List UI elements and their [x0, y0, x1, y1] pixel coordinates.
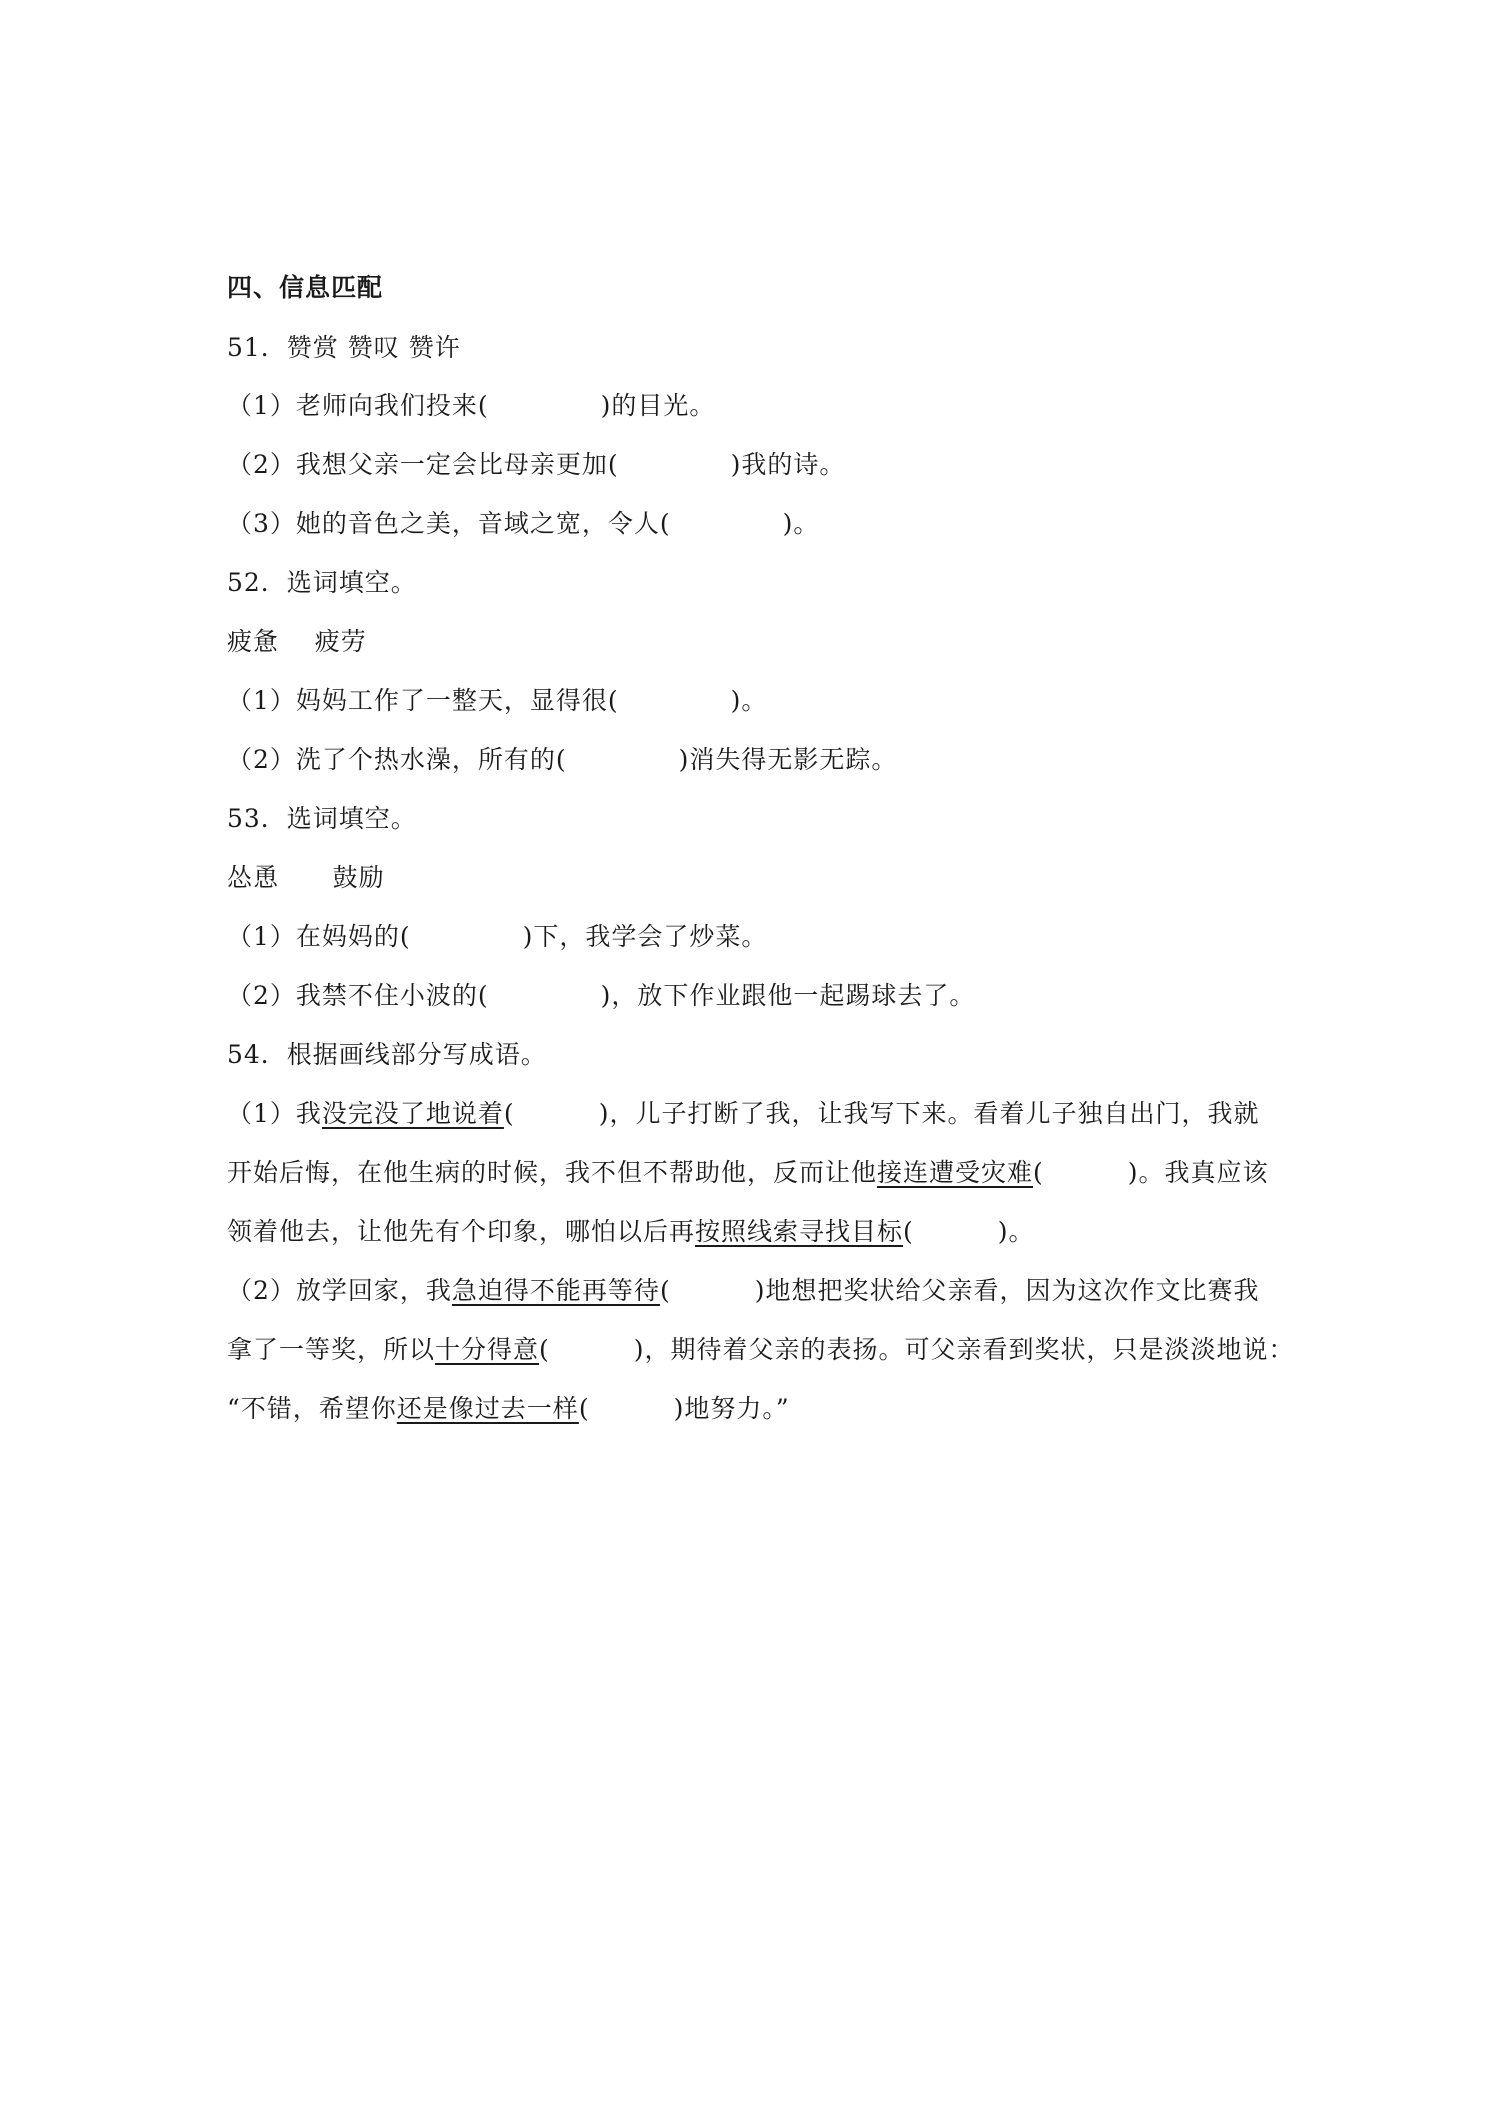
- q51-item-1: （1）老师向我们投来( )的目光。: [227, 391, 716, 420]
- q53-title: 53．选词填空。: [227, 804, 417, 833]
- q53-word-options: 怂恿 鼓励: [227, 863, 385, 892]
- underlined-phrase: 没完没了地说着: [321, 1099, 504, 1128]
- section-title: 四、信息匹配: [227, 273, 384, 302]
- underlined-phrase: 按照线索寻找目标: [695, 1217, 904, 1246]
- q54-p1-line-2: 开始后悔，在他生病的时候，我不但不帮助他，反而让他接连遭受灾难( )。我真应该: [227, 1158, 1269, 1187]
- underlined-phrase: 还是像过去一样: [396, 1394, 579, 1423]
- underlined-phrase: 接连遭受灾难: [877, 1158, 1034, 1187]
- q51-title: 51．赞赏 赞叹 赞许: [227, 333, 461, 362]
- q52-item-1: （1）妈妈工作了一整天，显得很( )。: [227, 686, 768, 715]
- q54-p1-line-3: 领着他去，让他先有个印象，哪怕以后再按照线索寻找目标( )。: [227, 1217, 1035, 1246]
- q52-word-options: 疲惫 疲劳: [227, 627, 367, 656]
- underlined-phrase: 急迫得不能再等待: [451, 1276, 660, 1305]
- q54-p2-line-1: （2）放学回家，我急迫得不能再等待( )地想把奖状给父亲看，因为这次作文比赛我: [227, 1276, 1260, 1305]
- q54-p2-line-2: 拿了一等奖，所以十分得意( )，期待着父亲的表扬。可父亲看到奖状，只是淡淡地说：: [227, 1335, 1295, 1364]
- q52-item-2: （2）洗了个热水澡，所有的( )消失得无影无踪。: [227, 745, 898, 774]
- q54-p1-line-1: （1）我没完没了地说着( )，儿子打断了我，让我写下来。看着儿子独自出门，我就: [227, 1099, 1260, 1128]
- q52-title: 52．选词填空。: [227, 568, 417, 597]
- q51-item-3: （3）她的音色之美，音域之宽，令人( )。: [227, 509, 820, 538]
- q53-item-1: （1）在妈妈的( )下，我学会了炒菜。: [227, 922, 768, 951]
- underlined-phrase: 十分得意: [435, 1335, 540, 1364]
- q51-item-2: （2）我想父亲一定会比母亲更加( )我的诗。: [227, 450, 846, 479]
- q54-p2-line-3: “不错，希望你还是像过去一样( )地努力。”: [227, 1394, 790, 1423]
- q54-title: 54．根据画线部分写成语。: [227, 1040, 547, 1069]
- q53-item-2: （2）我禁不住小波的( )，放下作业跟他一起踢球去了。: [227, 981, 976, 1010]
